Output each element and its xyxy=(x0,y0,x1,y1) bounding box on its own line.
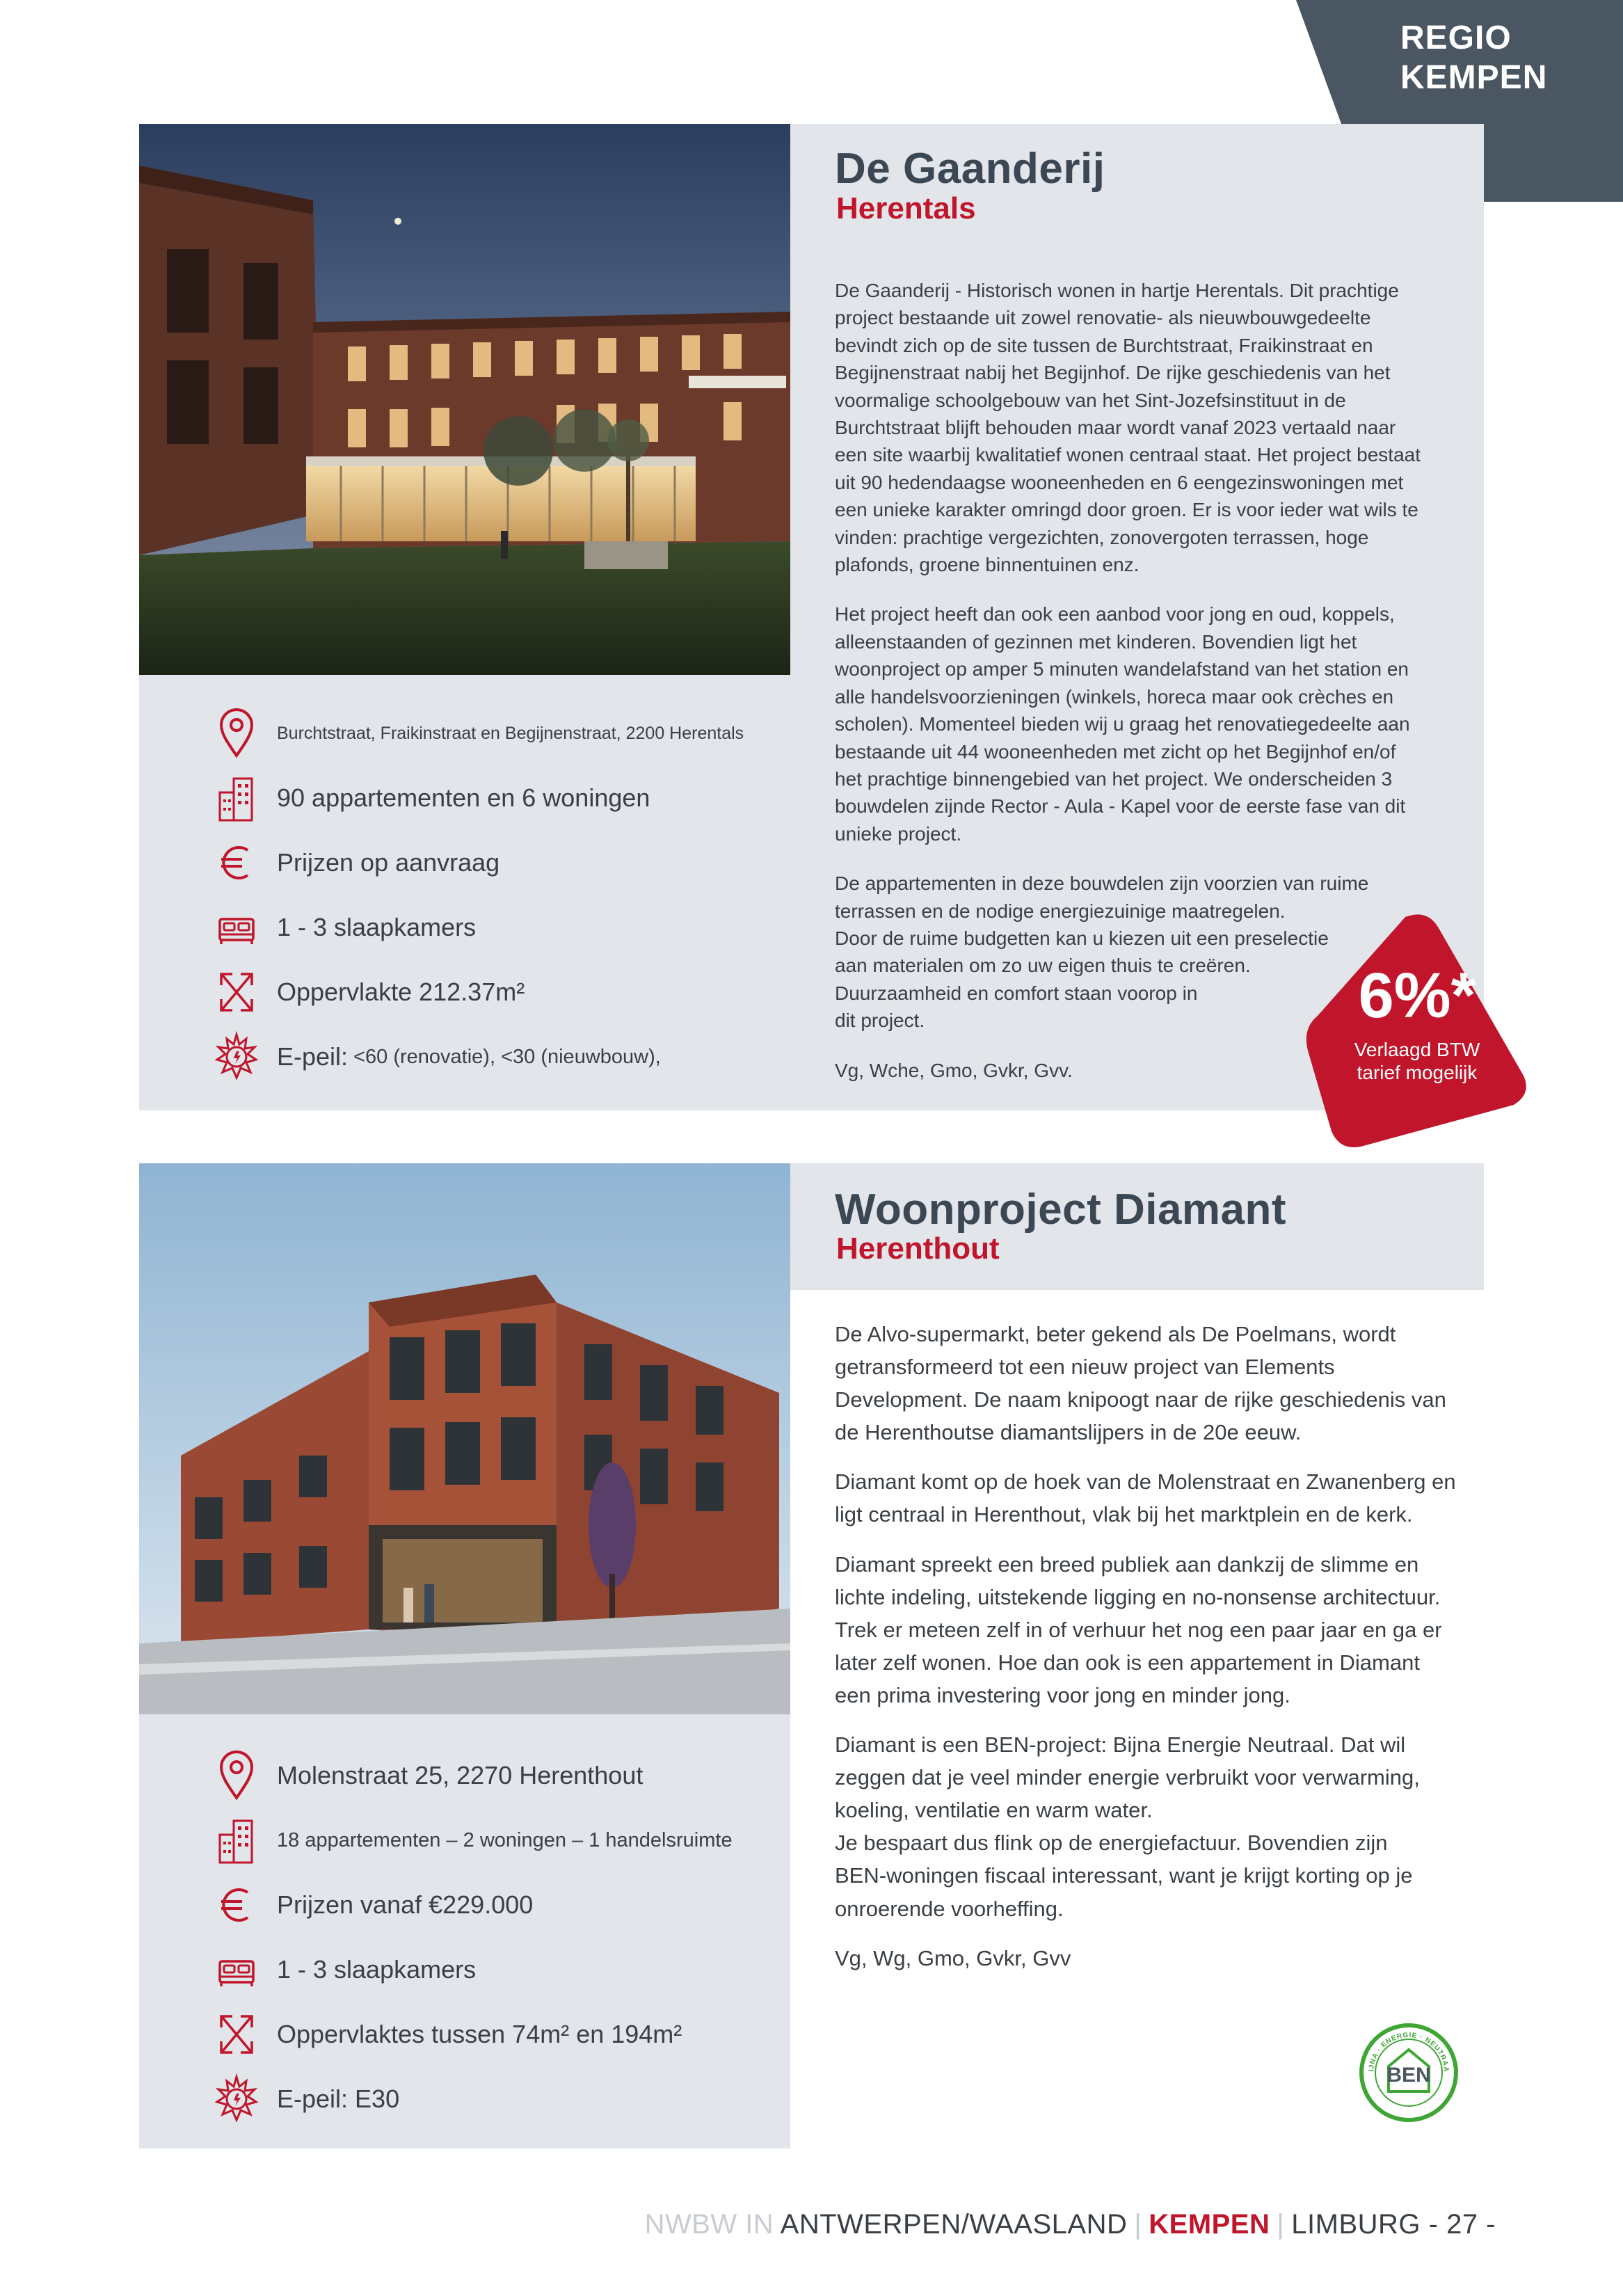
fact-row xyxy=(214,1030,813,1086)
euro-icon xyxy=(214,1879,259,1931)
paragraph xyxy=(835,277,1454,578)
fact-row xyxy=(214,1943,813,1999)
paragraph xyxy=(835,1728,1461,1925)
text-line: Trek er meteen zelf in of verhuur het nog een paar jaar en ga er xyxy=(835,1617,1442,1642)
fact-text: Oppervlakte 212.37m² xyxy=(277,978,525,1006)
text-line: Begijnenstraat nabij het Begijnhof. De rijke geschiedenis van het xyxy=(835,362,1391,384)
text-line: de Herenthoutse diamantslijpers in de 20e eeuw. xyxy=(835,1420,1302,1445)
text-line: De Alvo-supermarkt, beter gekend als De Poelmans, wordt xyxy=(835,1322,1396,1346)
fact-row xyxy=(214,2008,813,2064)
text-line: Diamant spreekt een breed publiek aan dankzij de slimme en xyxy=(835,1552,1419,1577)
paragraph xyxy=(835,1318,1461,1449)
page-number: - 27 - xyxy=(1428,2209,1496,2240)
text-line: onroerende voorheffing. xyxy=(835,1896,1064,1921)
fact-text: Prijzen vanaf €229.000 xyxy=(277,1890,534,1919)
area-arrows-icon xyxy=(214,2008,259,2061)
text-line: BEN-woningen fiscaal interessant, want je krijgt korting op je xyxy=(835,1863,1413,1888)
text-line: unieke project. xyxy=(835,822,962,845)
text-line: Vg, Wche, Gmo, Gvkr, Gvv. xyxy=(835,1059,1073,1081)
text-line: bevindt zich op de site tussen de Burchtstraat, Fraikinstraat en xyxy=(835,334,1373,356)
ben-ring-text: IJNA · ENERGIE · NEUTRAA xyxy=(1367,2031,1450,2073)
project1-city: Herentals xyxy=(836,191,976,225)
text-line: een unieke karakter omringd door groen. Er is voor ieder wat wils te xyxy=(835,499,1418,521)
text-line: De Gaanderij - Historisch wonen in hartje Herentals. Dit prachtige xyxy=(835,280,1399,301)
text-line: Diamant komt op de hoek van de Molenstraat en Zwanenberg en xyxy=(835,1469,1456,1494)
area-arrows-icon xyxy=(214,966,259,1019)
text-line: woonproject op amper 5 minuten wandelafstand van het station en xyxy=(835,658,1409,680)
text-line: Burchtstraat blijft behouden maar wordt vanaf 2023 vertaald naar xyxy=(835,417,1396,439)
fact-row xyxy=(214,966,813,1021)
fact-row xyxy=(214,1749,813,1805)
text-line: Vg, Wg, Gmo, Gvkr, Gvv xyxy=(835,1945,1071,1970)
fact-text: 1 - 3 slaapkamers xyxy=(277,1955,477,1984)
page-footer xyxy=(0,2209,1496,2240)
text-line: aan materialen om zo uw eigen thuis te creëren. xyxy=(835,955,1251,977)
fact-text: Prijzen op aanvraag xyxy=(277,848,500,877)
text-line: bestaande uit 44 wooneenheden met zicht op het Begijnhof en/of xyxy=(835,740,1396,763)
paragraph xyxy=(835,1942,1461,1975)
ben-logo-text: BEN xyxy=(1386,2064,1431,2087)
text-line: De appartementen in deze bouwdelen zijn voorzien van ruime xyxy=(835,872,1369,895)
text-line: uit 90 hedendaagse wooneenheden en 6 eengezinswoningen met xyxy=(835,471,1404,493)
text-line: een prima investering voor jong en minder jong. xyxy=(835,1682,1290,1707)
text-line: ligt centraal in Herenthout, vlak bij het marktplein en de kerk. xyxy=(835,1502,1413,1527)
text-line: Development. De naam knipoogt naar de rijke geschiedenis van xyxy=(835,1387,1446,1412)
text-line: vinden: prachtige vergezichten, zonovergoten terrassen, hoge xyxy=(835,526,1369,548)
fact-row xyxy=(214,836,813,892)
building-icon xyxy=(214,772,259,824)
btw-percent: 6%* xyxy=(1358,960,1476,1031)
fact-text: Burchtstraat, Fraikinstraat en Begijnenstraat, 2200 Herentals xyxy=(277,723,744,743)
footer-separator-1: | xyxy=(1134,2209,1142,2240)
fact-text: 1 - 3 slaapkamers xyxy=(277,913,477,941)
region-line-1: REGIO xyxy=(1400,19,1512,56)
text-line: getransformeerd tot een nieuw project van Elements xyxy=(835,1355,1335,1380)
text-line: alle handelsvoorzieningen (winkels, horeca maar ook crèches en xyxy=(835,685,1394,708)
fact-row xyxy=(214,1814,813,1870)
project2-photo xyxy=(139,1163,790,1714)
fact-row xyxy=(214,2073,813,2128)
footer-region-2: KEMPEN xyxy=(1149,2209,1270,2240)
paragraph xyxy=(835,600,1454,847)
text-line: lichte indeling, uitstekende ligging en no-nonsense architectuur. xyxy=(835,1584,1441,1609)
text-line: bouwdelen zijnde Rector - Aula - Kapel voor de eerste fase van dit xyxy=(835,795,1406,818)
text-line: project bestaande uit zowel renovatie- als nieuwbouwgedeelte xyxy=(835,307,1371,329)
text-line: Je bespaart dus flink op de energiefactuur. Bovendien zijn xyxy=(835,1831,1388,1856)
building-icon xyxy=(214,1814,259,1867)
fact-text: Molenstraat 25, 2270 Herenthout xyxy=(277,1761,643,1789)
text-line: dit project. xyxy=(835,1010,925,1032)
btw-line-1: Verlaagd BTW xyxy=(1354,1039,1480,1060)
project1-title: De Gaanderij xyxy=(835,145,1105,193)
footer-prefix: NWBW IN xyxy=(644,2209,774,2240)
footer-region-3: LIMBURG xyxy=(1291,2209,1421,2240)
text-line: Duurzaamheid en comfort staan voorop in xyxy=(835,982,1198,1004)
region-line-2: KEMPEN xyxy=(1400,59,1548,96)
paragraph xyxy=(835,1465,1461,1531)
text-line: alleenstaanden of gezinnen met kinderen. Bovendien ligt het xyxy=(835,630,1357,653)
btw-badge xyxy=(1302,911,1532,1148)
text-line: scholen). Momenteel bieden wij u graag het renovatiegedeelte aan xyxy=(835,713,1410,735)
fact-row xyxy=(214,707,813,763)
location-pin-icon xyxy=(214,707,259,760)
fact-text: Oppervlaktes tussen 74m² en 194m² xyxy=(277,2020,682,2048)
fact-row xyxy=(214,772,813,827)
text-line: later zelf wonen. Hoe dan ook is een appartement in Diamant xyxy=(835,1650,1420,1675)
energy-sun-icon xyxy=(214,2073,259,2126)
fact-row xyxy=(214,901,813,957)
text-line: Diamant is een BEN-project: Bijna Energie Neutraal. Dat wil xyxy=(835,1732,1406,1757)
btw-line-2: tarief mogelijk xyxy=(1357,1062,1478,1083)
project2-title: Woonproject Diamant xyxy=(835,1186,1287,1234)
ben-logo xyxy=(1358,2022,1460,2123)
text-line: plafonds, groene binnentuinen enz. xyxy=(835,554,1140,576)
euro-icon xyxy=(214,836,259,889)
text-line: zeggen dat je veel minder energie verbruikt voor verwarming, xyxy=(835,1765,1420,1790)
text-line: koeling, ventilatie en warm water. xyxy=(835,1798,1153,1823)
text-line: het prachtige binnengebied van het project. We onderscheiden 3 xyxy=(835,767,1393,790)
project2-description xyxy=(835,1318,1461,1975)
project1-photo xyxy=(139,124,790,675)
energy-sun-icon xyxy=(214,1030,259,1083)
text-line: Door de ruime budgetten kan u kiezen uit een preselectie xyxy=(835,927,1329,949)
fact-row xyxy=(214,1879,813,1934)
text-line: terrassen en de nodige energiezuinige maatregelen. xyxy=(835,900,1286,922)
fact-text: E-peil: E30 xyxy=(277,2084,400,2113)
footer-separator-2: | xyxy=(1277,2209,1285,2240)
bed-icon xyxy=(214,1943,259,1996)
fact-text: E-peil: <60 (renovatie), <30 (nieuwbouw), xyxy=(277,1042,661,1071)
footer-region-1: ANTWERPEN/WAASLAND xyxy=(780,2209,1128,2240)
paragraph xyxy=(835,1548,1461,1712)
fact-text: 18 appartementen – 2 woningen – 1 handelsruimte xyxy=(277,1828,733,1851)
text-line: een site waarbij kwalitatief wonen centraal staat. Het project bestaat xyxy=(835,444,1421,466)
location-pin-icon xyxy=(214,1749,259,1802)
project2-city: Herenthout xyxy=(836,1231,1000,1266)
text-line: voormalige schoolgebouw van het Sint-Jozefsinstituut in de xyxy=(835,389,1346,411)
bed-icon xyxy=(214,901,259,954)
fact-text: 90 appartementen en 6 woningen xyxy=(277,783,650,812)
text-line: Het project heeft dan ook een aanbod voor jong en oud, koppels, xyxy=(835,603,1395,625)
